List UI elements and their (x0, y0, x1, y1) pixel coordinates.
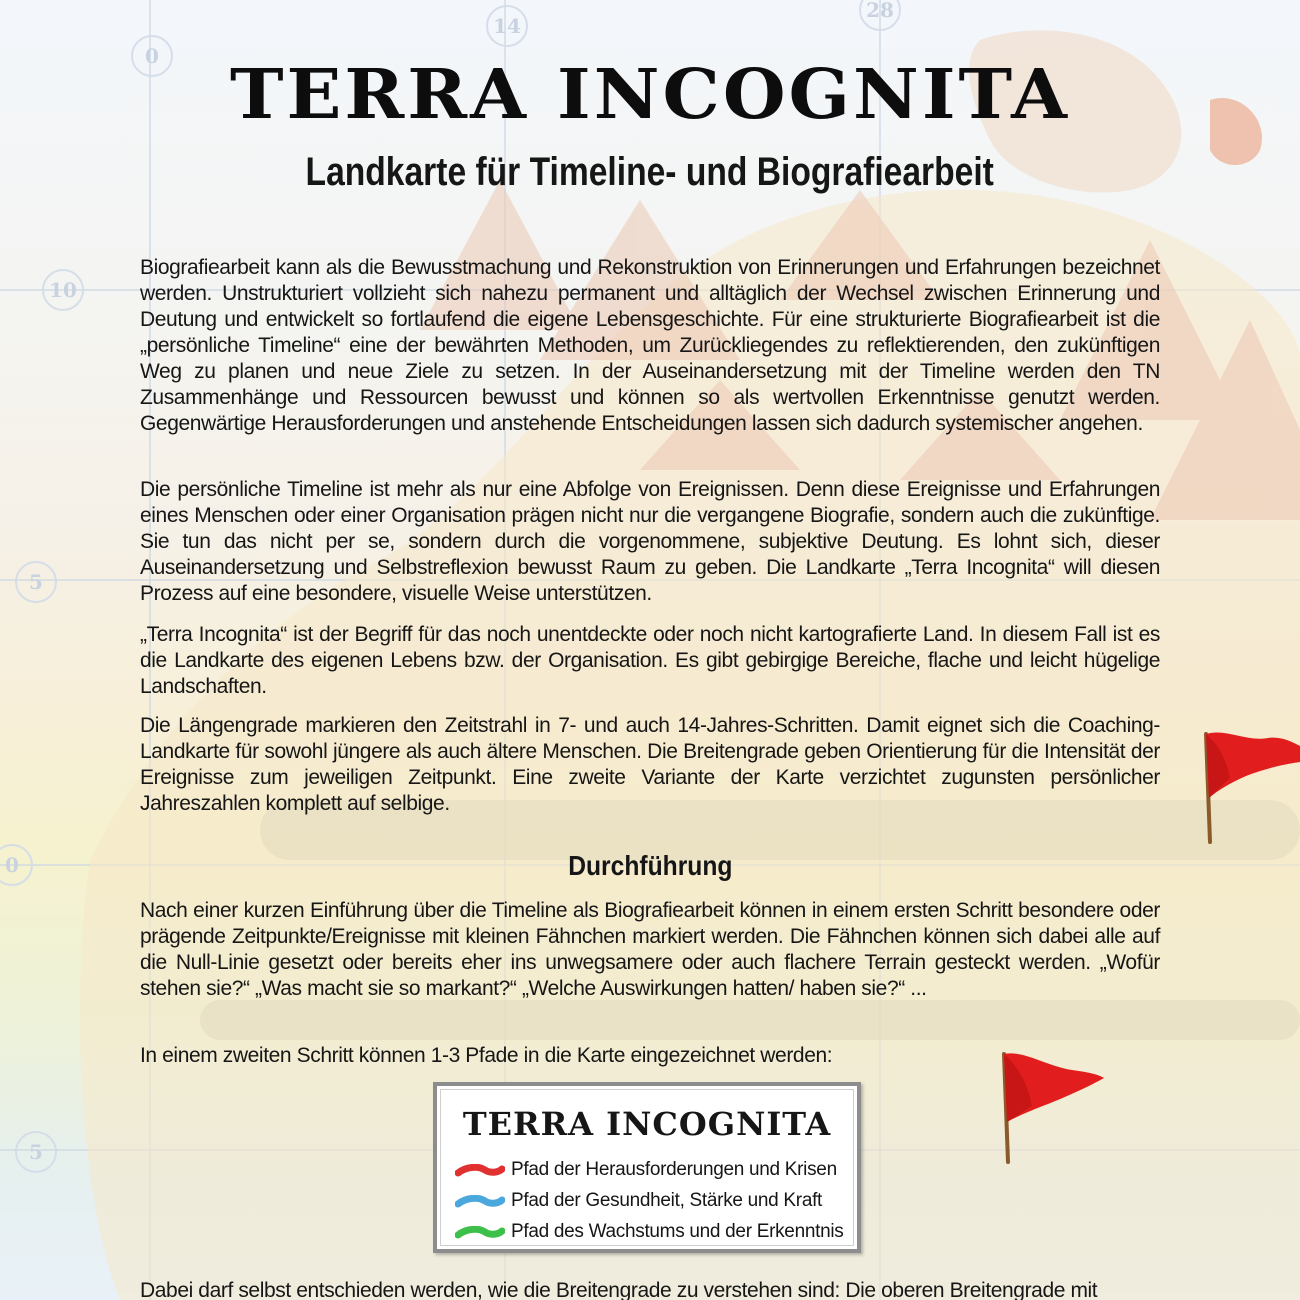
legend-item-label: Pfad der Gesundheit, Stärke und Kraft (511, 1190, 823, 1211)
red-flag-icon (1196, 728, 1300, 846)
paragraph-intro (140, 255, 1160, 437)
legend-item-label: Pfad des Wachstums und der Erkenntnis (511, 1221, 844, 1242)
paragraph-terra-incognita (140, 622, 1160, 700)
green-path-swatch-icon (455, 1226, 505, 1240)
map-label: 5 (29, 570, 43, 594)
section-heading-text: Durchführung (567, 850, 733, 881)
red-path-swatch-icon (455, 1164, 505, 1178)
red-flag-icon (994, 1048, 1108, 1166)
section-heading (0, 852, 1300, 880)
paragraph-text: In einem zweiten Schritt können 1-3 Pfade in die Karte eingezeichnet werden: (140, 1044, 833, 1067)
map-label: 14 (493, 14, 521, 38)
map-label: 0 (5, 853, 19, 877)
path-legend (433, 1082, 861, 1253)
blue-path-swatch-icon (455, 1195, 505, 1209)
paragraph-text: Biografiearbeit kann als die Bewusstmachung und Rekonstruktion von Erinnerungen und Erfahrungen bezeichnet werden. Unstrukturiert vollzieht sich nahezu permanent und alltäglich der Wechsel zwischen Erinnerung und Deutung und entwickelt so fortlaufend die eigene Lebensgeschichte. Für eine strukturierte Biografiearbeit ist die „persönliche Timeline“ eine der bewährten Methoden, um Zurückliegendes zu reflektierenden, den zukünftigen Weg zu planen und neue Ziele zu setzen. In der Auseinandersetzung mit der Timeline werden den TN Zusammenhänge und Ressourcen bewusst und können so als wertvollen Erkenntnisse genutzt werden. Gegenwärtige Herausforderungen und anstehende Entscheidungen lassen sich dadurch systemischer angehen. (140, 256, 1160, 435)
paragraph-text: Dabei darf selbst entschieden werden, wie die Breitengrade zu verstehen sind: Die oberen Breitengrade mit (140, 1279, 1098, 1300)
paragraph-text: Nach einer kurzen Einführung über die Timeline als Biografiearbeit können in einem ersten Schritt besondere oder prägende Zeitpunkte/Ereignisse mit kleinen Fähnchen markiert werden. Die Fähnchen können sich dabei alle auf die Null-Linie gesetzt oder bereits eher ins unwegsamere oder auch flachere Terrain gesteckt werden. „Wofür stehen sie?“ „Was macht sie so markant?“ „Welche Auswirkungen hatten/ haben sie?“ ... (140, 899, 1160, 1000)
paragraph-latitudes (140, 1278, 1160, 1300)
page-subtitle (0, 152, 1300, 192)
subtitle-text: Landkarte für Timeline- und Biografiearbeit (305, 150, 995, 194)
map-label: 0 (145, 44, 159, 68)
map-label: 10 (49, 278, 77, 302)
paragraph-text: „Terra Incognita“ ist der Begriff für das noch unentdeckte oder noch nicht kartografierte Land. In diesem Fall ist es die Landkarte des eigenen Lebens bzw. der Organisation. Es gibt gebirgige Bereiche, flache und leicht hügelige Landschaften. (140, 623, 1160, 698)
legend-title: TERRA INCOGNITA (462, 1105, 832, 1143)
paragraph-text: Die Längengrade markieren den Zeitstrahl in 7- und auch 14-Jahres-Schritten. Damit eignet sich die Coaching-Landkarte für sowohl jüngere als auch ältere Menschen. Die Breitengrade geben Orientierung für die Intensität der Ereignisse zum jeweiligen Zeitpunkt. Eine zweite Variante der Karte verzichtet zugunsten persönlicher Jahreszahlen komplett auf selbige. (140, 714, 1160, 815)
paragraph-timeline (140, 477, 1160, 607)
map-label: 5 (29, 1140, 43, 1164)
legend-item-label: Pfad der Herausforderungen und Krisen (511, 1159, 837, 1180)
paragraph-step-one (140, 898, 1160, 1002)
paragraph-text: Die persönliche Timeline ist mehr als nur eine Abfolge von Ereignissen. Denn diese Ereignisse und Erfahrungen eines Menschen oder einer Organisation prägen nicht nur die vergangene Biografie, sondern auch die zukünftige. Sie tun das nicht per se, sondern durch die vorgenommene, subjektive Deutung. Es lohnt sich, dieser Auseinandersetzung und Selbstreflexion bewusst Raum zu geben. Die Landkarte „Terra Incognita“ will diesen Prozess auf eine besondere, visuelle Weise unterstützen. (140, 478, 1160, 605)
map-label: 28 (866, 0, 894, 22)
paragraph-coordinates (140, 713, 1160, 817)
page-title: TERRA INCOGNITA (229, 53, 1071, 134)
